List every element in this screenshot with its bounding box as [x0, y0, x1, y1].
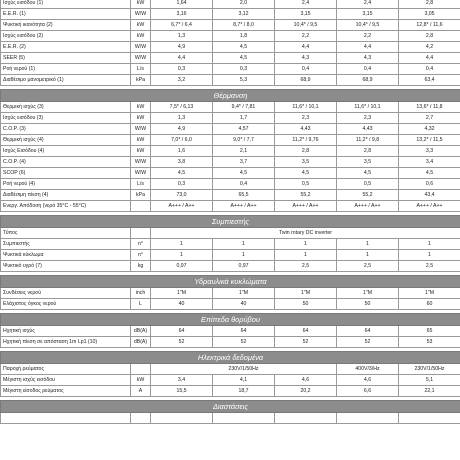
row-value: 0,4: [213, 179, 275, 190]
row-value: 4,1: [213, 375, 275, 386]
row-value: 68,9: [275, 75, 337, 86]
row-value: 60: [399, 299, 460, 310]
row-value: 4,4: [151, 53, 213, 64]
row-unit: A: [131, 386, 151, 397]
row-unit: W/W: [131, 53, 151, 64]
row-value: 1,7: [213, 113, 275, 124]
row-value: 2,3: [337, 113, 399, 124]
table-row: [1, 364, 460, 375]
row-unit: kW: [131, 102, 151, 113]
row-value: 12,8* / 11,6: [399, 20, 460, 31]
row-label: Μέγιστη ισχύς εισόδου: [1, 375, 131, 386]
row-value: 3,4: [151, 375, 213, 386]
row-value: 1: [337, 239, 399, 250]
row-unit: kW: [131, 20, 151, 31]
row-value: 40: [213, 299, 275, 310]
row-value: 22,1: [399, 386, 460, 397]
row-value: 0,4: [275, 64, 337, 75]
row-value: 11,6* / 10,1: [275, 102, 337, 113]
row-unit: kPa: [131, 75, 151, 86]
row-label: Ψυκτική ικανότητα (2): [1, 20, 131, 31]
row-value: 6,7* / 6,4: [151, 20, 213, 31]
row-label: Ψυκτικό υγρό (7): [1, 261, 131, 272]
row-value: 65,5: [213, 190, 275, 201]
row-unit: kg: [131, 261, 151, 272]
row-value: 4,3: [337, 53, 399, 64]
row-value: 55,2: [275, 190, 337, 201]
row-value-merged: Twin rotary DC inverter: [151, 228, 460, 239]
row-unit: dB(A): [131, 337, 151, 348]
section-header: [1, 89, 460, 102]
row-value: 13,2* / 11,5: [399, 135, 460, 146]
table-row: [1, 299, 460, 310]
row-value: 4,6: [275, 375, 337, 386]
row-value: 52: [213, 337, 275, 348]
row-value: 5,3: [213, 75, 275, 86]
row-value: 2,2: [337, 31, 399, 42]
row-value: A+++ / A++: [213, 201, 275, 212]
table-row: [1, 288, 460, 299]
row-label: Ελάχιστος όγκος νερού: [1, 299, 131, 310]
row-value: 4,5: [213, 42, 275, 53]
row-value: 2,8: [337, 146, 399, 157]
row-value: 7,5* / 6,13: [151, 102, 213, 113]
row-value: 4,6: [337, 375, 399, 386]
row-value: 2,3: [275, 113, 337, 124]
row-unit: kW: [131, 0, 151, 9]
table-row: [1, 9, 460, 20]
row-unit: [131, 201, 151, 212]
row-value: 1: [275, 239, 337, 250]
row-unit: kW: [131, 146, 151, 157]
row-value: 4,9: [151, 124, 213, 135]
row-value: 3,5: [275, 157, 337, 168]
row-label: Ισχύς εισόδου (1): [1, 0, 131, 9]
row-value: [1, 413, 131, 424]
row-value: 3,2: [151, 75, 213, 86]
row-value: 3,16: [151, 9, 213, 20]
row-label: E.E.R. (1): [1, 9, 131, 20]
row-value: 4,32: [399, 124, 460, 135]
row-value: 2,4: [337, 0, 399, 9]
row-value: 64: [213, 326, 275, 337]
row-value: 2,5: [399, 261, 460, 272]
table-row: [1, 375, 460, 386]
row-value: 10,4* / 9,5: [337, 20, 399, 31]
row-value: 4,4: [399, 53, 460, 64]
row-value: 52: [151, 337, 213, 348]
row-value: 1: [151, 250, 213, 261]
table-row: [1, 337, 460, 348]
row-value: 2,5: [337, 261, 399, 272]
row-value: 1: [213, 250, 275, 261]
row-value: [131, 413, 151, 424]
row-label: SCOP (6): [1, 168, 131, 179]
row-value: A+++ / A++: [275, 201, 337, 212]
row-value: A+++ / A++: [337, 201, 399, 212]
section-header: [1, 351, 460, 364]
row-label: Ισχύς εισόδου (3): [1, 113, 131, 124]
row-value: 2,8: [399, 0, 460, 9]
table-row: [1, 0, 460, 9]
row-value: 3,4: [399, 157, 460, 168]
row-label: Ροή νερού (1): [1, 64, 131, 75]
row-label: Θερμική ισχύς (3): [1, 102, 131, 113]
row-value: 1: [151, 239, 213, 250]
row-value: 3,7: [213, 157, 275, 168]
row-label: Διαθέσιμη πίεση (4): [1, 190, 131, 201]
table-row: [1, 413, 460, 424]
row-value: 63,4: [399, 75, 460, 86]
row-value: 0,6: [399, 179, 460, 190]
row-label: Ηχητική ισχύς: [1, 326, 131, 337]
row-value: 4,5: [337, 168, 399, 179]
section-header: [1, 215, 460, 228]
row-value: 0,3: [213, 64, 275, 75]
row-value: 4,5: [275, 168, 337, 179]
row-value: 2,5: [275, 261, 337, 272]
table-row: [1, 239, 460, 250]
row-value: 1: [213, 239, 275, 250]
row-value: 11,2* / 9,76: [275, 135, 337, 146]
row-label: Συνδέσεις νερού: [1, 288, 131, 299]
row-value: 6,6: [337, 386, 399, 397]
row-label: Θερμική ισχύς (4): [1, 135, 131, 146]
row-value: 50: [337, 299, 399, 310]
section-header: [1, 313, 460, 326]
table-row: [1, 42, 460, 53]
row-value: 1: [399, 239, 460, 250]
table-row: [1, 386, 460, 397]
row-value: 11,6* / 10,1: [337, 102, 399, 113]
row-value: 4,43: [275, 124, 337, 135]
row-value: 64: [337, 326, 399, 337]
row-unit: inch: [131, 288, 151, 299]
row-label: Ισχύς Εισόδου (4): [1, 146, 131, 157]
row-value: 8,7* / 8,0: [213, 20, 275, 31]
row-value: 4,5: [399, 168, 460, 179]
row-value: 1,3: [151, 31, 213, 42]
row-value: 4,9: [151, 42, 213, 53]
row-unit: [131, 364, 151, 375]
row-value: 18,7: [213, 386, 275, 397]
row-unit: kW: [131, 375, 151, 386]
row-value: 40: [151, 299, 213, 310]
row-value: 0,3: [151, 179, 213, 190]
row-unit: n°: [131, 239, 151, 250]
row-value: 0,97: [151, 261, 213, 272]
table-row: [1, 179, 460, 190]
row-label: Μέγιστη είσοδος ρεύματος: [1, 386, 131, 397]
row-label: Τύπος: [1, 228, 131, 239]
row-value: 55,2: [337, 190, 399, 201]
row-value: 4,5: [151, 168, 213, 179]
table-row: [1, 250, 460, 261]
row-unit: L/s: [131, 179, 151, 190]
row-value-split: 230V/1/50Hz: [151, 364, 337, 375]
row-value: 0,3: [151, 64, 213, 75]
row-value: 52: [275, 337, 337, 348]
row-value-split: 400V/3/Hz: [337, 364, 399, 375]
row-value: 0,4: [399, 64, 460, 75]
row-value: 4,4: [337, 42, 399, 53]
row-value-split: 230V/1/50Hz: [399, 364, 460, 375]
section-title: Θέρμανση: [1, 89, 460, 102]
row-value: 2,8: [399, 31, 460, 42]
row-value: 1: [337, 250, 399, 261]
row-value: 43,4: [399, 190, 460, 201]
section-title: Συμπιεστής: [1, 215, 460, 228]
row-value: 1: [275, 250, 337, 261]
row-unit: kPa: [131, 190, 151, 201]
row-value: 0,5: [275, 179, 337, 190]
row-value: 1,6: [151, 146, 213, 157]
row-value: 2,7: [399, 113, 460, 124]
row-value: [213, 413, 275, 424]
row-value: 4,5: [213, 53, 275, 64]
row-value: [275, 413, 337, 424]
row-label: Ηχητική πίεση σε απόσταση 1m Lp1 (10): [1, 337, 131, 348]
row-value: 3,15: [275, 9, 337, 20]
row-value: 2,2: [275, 31, 337, 42]
row-value: 1: [399, 250, 460, 261]
row-unit: W/W: [131, 9, 151, 20]
row-label: C.O.P. (4): [1, 157, 131, 168]
table-row: [1, 102, 460, 113]
row-unit: n°: [131, 250, 151, 261]
row-value: 3,5: [337, 157, 399, 168]
row-unit: kW: [131, 31, 151, 42]
table-row: [1, 124, 460, 135]
row-value: 20,2: [275, 386, 337, 397]
row-value: 52: [337, 337, 399, 348]
row-label: Ενεργ. Απόδοση (νερό 35°C - 55°C): [1, 201, 131, 212]
row-value: 4,4: [275, 42, 337, 53]
section-header: [1, 400, 460, 413]
table-row: [1, 157, 460, 168]
table-row: [1, 31, 460, 42]
row-value: 2,0: [213, 0, 275, 9]
row-value: 1,8: [213, 31, 275, 42]
row-label: E.E.R. (2): [1, 42, 131, 53]
row-value: 3,8: [151, 157, 213, 168]
row-unit: W/W: [131, 168, 151, 179]
row-value: 0,4: [337, 64, 399, 75]
row-value: 7,0* / 6,0: [151, 135, 213, 146]
row-value: 10,4* / 9,5: [275, 20, 337, 31]
row-unit: L: [131, 299, 151, 310]
table-row: [1, 326, 460, 337]
row-value: 1"M: [275, 288, 337, 299]
row-value: 0,5: [337, 179, 399, 190]
row-value: 1"M: [399, 288, 460, 299]
row-value: 4,2: [399, 42, 460, 53]
row-unit: W/W: [131, 124, 151, 135]
row-unit: dB(A): [131, 326, 151, 337]
table-row: [1, 201, 460, 212]
row-value: [399, 413, 460, 424]
row-unit: L/s: [131, 64, 151, 75]
row-label: Διαθέσιμο μανομετρικό (1): [1, 75, 131, 86]
table-row: [1, 168, 460, 179]
row-value: 3,3: [399, 146, 460, 157]
row-value: 9,4* / 7,81: [213, 102, 275, 113]
row-value: 3,12: [213, 9, 275, 20]
row-unit: kW: [131, 135, 151, 146]
row-value: 73,0: [151, 190, 213, 201]
row-value: [337, 413, 399, 424]
section-title: Ηλεκτρικά δεδομένα: [1, 351, 460, 364]
section-header: [1, 275, 460, 288]
row-value: 3,05: [399, 9, 460, 20]
table-row: [1, 75, 460, 86]
section-title: Υδραυλικά κυκλώματα: [1, 275, 460, 288]
section-title: Επίπεδα θορύβου: [1, 313, 460, 326]
row-value: 15,5: [151, 386, 213, 397]
row-value: 4,57: [213, 124, 275, 135]
row-value: 4,5: [213, 168, 275, 179]
row-value: 5,1: [399, 375, 460, 386]
row-value: 65: [399, 326, 460, 337]
table-row: [1, 146, 460, 157]
row-value: 53: [399, 337, 460, 348]
table-row: [1, 135, 460, 146]
row-value: 2,4: [275, 0, 337, 9]
row-value: 4,3: [275, 53, 337, 64]
table-row: [1, 20, 460, 31]
row-value: 50: [275, 299, 337, 310]
table-row: [1, 113, 460, 124]
row-unit: W/W: [131, 42, 151, 53]
table-row: [1, 53, 460, 64]
row-value: 9,0* / 7,7: [213, 135, 275, 146]
row-value: 1"M: [213, 288, 275, 299]
row-value: 68,9: [337, 75, 399, 86]
table-row: [1, 190, 460, 201]
row-value: A+++ / A++: [151, 201, 213, 212]
row-value: 64: [275, 326, 337, 337]
row-value: 3,15: [337, 9, 399, 20]
row-label: Ισχύς εισόδου (2): [1, 31, 131, 42]
row-value: [151, 413, 213, 424]
row-value: A+++ / A++: [399, 201, 460, 212]
section-title: Διαστάσεις: [1, 400, 460, 413]
table-row: [1, 261, 460, 272]
row-label: SEER (5): [1, 53, 131, 64]
row-value: 1,64: [151, 0, 213, 9]
row-value: 4,43: [337, 124, 399, 135]
row-label: Συμπιεστής: [1, 239, 131, 250]
table-row: [1, 64, 460, 75]
row-unit: W/W: [131, 157, 151, 168]
table-row: [1, 228, 460, 239]
row-value: 0,97: [213, 261, 275, 272]
row-value: 2,1: [213, 146, 275, 157]
row-label: C.O.P. (3): [1, 124, 131, 135]
row-value: 2,8: [275, 146, 337, 157]
row-value: 1,3: [151, 113, 213, 124]
row-value: 1"M: [337, 288, 399, 299]
row-label: Παροχή ρεύματος: [1, 364, 131, 375]
row-label: Ψυκτικά κύκλωμα: [1, 250, 131, 261]
row-unit: [131, 228, 151, 239]
row-value: 13,6* / 11,8: [399, 102, 460, 113]
row-value: 11,2* / 9,8: [337, 135, 399, 146]
row-unit: kW: [131, 113, 151, 124]
row-value: 64: [151, 326, 213, 337]
row-value: 1"M: [151, 288, 213, 299]
row-label: Ροή νερού (4): [1, 179, 131, 190]
